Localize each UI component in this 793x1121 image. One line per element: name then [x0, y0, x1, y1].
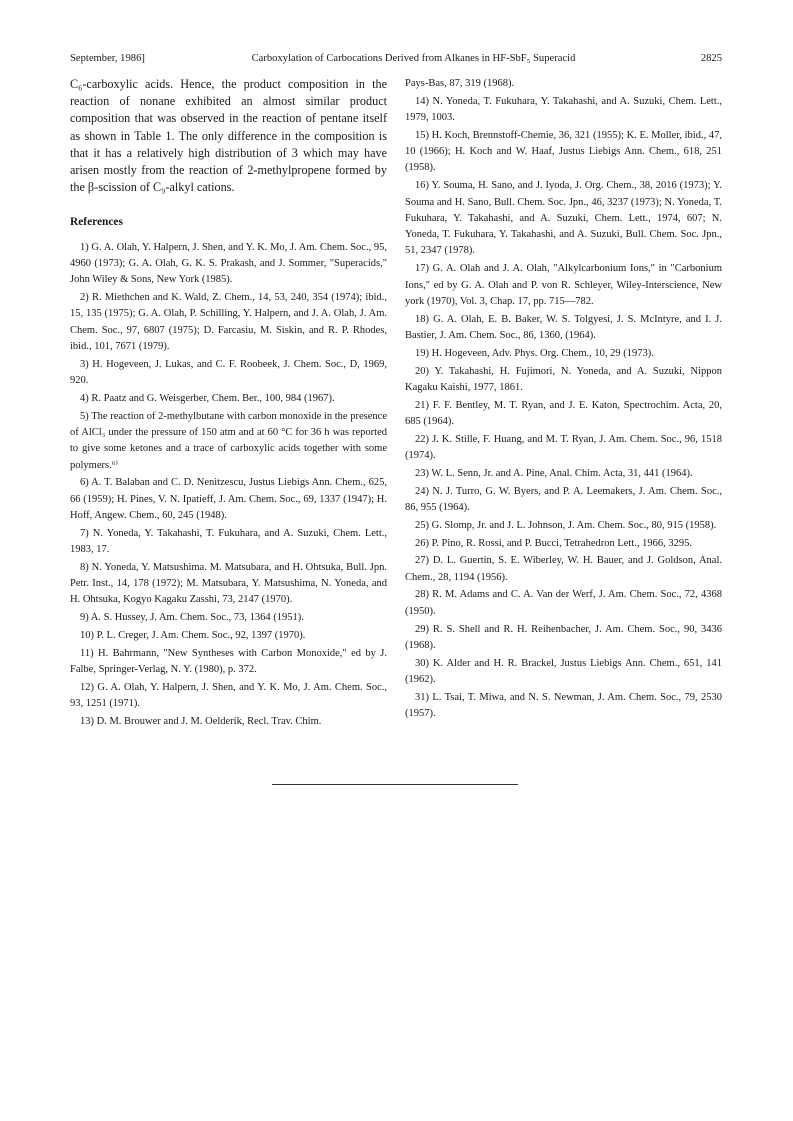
- reference-item: 20) Y. Takahashi, H. Fujimori, N. Yoneda, and A. Suzuki, Nippon Kagaku Kaishi, 1977, 1861.: [405, 365, 722, 393]
- body-paragraph: C₆-carboxylic acids. Hence, the product composition in the reaction of nonane exhibited an almost similar product composition that was observed in the reaction of pentane itself as shown in Table 1. The only difference in the composition is that it has a relatively high distribution of 3 which may have arisen mostly from the reaction of 2-methylpropene formed by the β-scission of C₉-alkyl cations.: [70, 77, 387, 195]
- reference-item: 23) W. L. Senn, Jr. and A. Pine, Anal. Chim. Acta, 31, 441 (1964).: [415, 467, 693, 479]
- header-title: Carboxylation of Carbocations Derived from Alkanes in HF-SbF₅ Superacid: [251, 53, 576, 64]
- reference-item: 10) P. L. Creger, J. Am. Chem. Soc., 92, 1397 (1970).: [80, 630, 306, 642]
- reference-item: 2) R. Miethchen and K. Wald, Z. Chem., 14, 53, 240, 354 (1974); ibid., 15, 135 (1975); G. A. Olah, P. Schilling, Y. Halpern, and J. A. Olah, J. Am. Chem. Soc., 97, 6807 (1975); D. Farcasiu, M. Siskin, and R. P. Rhodes, ibid., 101, 7671 (1979).: [70, 292, 387, 352]
- reference-list-left: [70, 240, 387, 731]
- reference-item: 25) G. Slomp, Jr. and J. L. Johnson, J. Am. Chem. Soc., 80, 915 (1958).: [415, 519, 717, 531]
- reference-item: 6) A. T. Balaban and C. D. Nenitzescu, Justus Liebigs Ann. Chem., 625, 66 (1959); H. Pines, V. N. Ipatieff, J. Am. Chem. Soc., 69, 1337 (1947); H. Hoff, Angew. Chem., 60, 245 (1948).: [70, 477, 387, 521]
- reference-item: 27) D. L. Guertin, S. E. Wiberley, W. H. Bauer, and J. Goldson, Anal. Chem., 28, 1194 (1956).: [405, 555, 722, 583]
- page-number: 2825: [700, 53, 722, 64]
- reference-item: 8) N. Yoneda, Y. Matsushima. M. Matsubara, and H. Ohtsuka, Bull. Jpn. Petr. Inst., 14, 178 (1972); M. Matsubara, Y. Matsushima, N. Yoneda, and H. Ohtsuka, Kogyo Kagaku Zasshi, 73, 2147 (1970).: [70, 561, 387, 606]
- right-column: [405, 76, 722, 724]
- reference-item: 14) N. Yoneda, T. Fukuhara, Y. Takahashi, and A. Suzuki, Chem. Lett., 1979, 1003.: [405, 95, 722, 124]
- reference-item: 7) N. Yoneda, Y. Takahashi, T. Fukuhara, and A. Suzuki, Chem. Lett., 1983, 17.: [70, 527, 387, 556]
- references-heading: References: [70, 216, 123, 229]
- reference-item: 11) H. Bahrmann, "New Syntheses with Carbon Monoxide," ed by J. Falbe, Springer-Verlag, N. Y. (1980), p. 372.: [70, 647, 387, 676]
- left-column: [70, 76, 387, 732]
- reference-item: Pays-Bas, 87, 319 (1968).: [405, 78, 515, 89]
- reference-item: 21) F. F. Bentley, M. T. Ryan, and J. E. Katon, Spectrochim. Acta, 20, 685 (1964).: [405, 399, 722, 427]
- reference-item: 5) The reaction of 2-methylbutane with carbon monoxide in the presence of AlCl₃ under the pressure of 150 atm and at 60 °C for 36 h was reported to give some ketones and a trace of carboxylic acids together with some polymers.⁶⁾: [70, 410, 387, 471]
- reference-item: 17) G. A. Olah and J. A. Olah, "Alkylcarbonium Ions," in "Carbonium Ions," ed by G. A. Olah and P. von R. Schleyer, Wiley-Interscience, New york (1970), Vol. 3, Chap. 17, pp. 715—782.: [405, 263, 722, 307]
- reference-item: 9) A. S. Hussey, J. Am. Chem. Soc., 73, 1364 (1951).: [80, 612, 304, 624]
- reference-item: 1) G. A. Olah, Y. Halpern, J. Shen, and Y. K. Mo, J. Am. Chem. Soc., 95, 4960 (1973); G. A. Olah, G. K. S. Prakash, and J. Sommer, "Superacids," John Wiley & Sons, New York (1985).: [70, 241, 387, 286]
- reference-item: 13) D. M. Brouwer and J. M. Oelderik, Recl. Trav. Chim.: [80, 716, 322, 728]
- end-rule: [272, 784, 518, 785]
- reference-item: 29) R. S. Shell and R. H. Reihenbacher, J. Am. Chem. Soc., 90, 3436 (1968).: [405, 623, 722, 651]
- reference-item: 4) R. Paatz and G. Weisgerber, Chem. Ber., 100, 984 (1967).: [80, 392, 335, 404]
- reference-item: 24) N. J. Turro, G. W. Byers, and P. A. Leemakers, J. Am. Chem. Soc., 86, 955 (1964).: [405, 485, 722, 513]
- reference-item: 15) H. Koch, Brennstoff-Chemie, 36, 321 (1955); K. E. Moller, ibid., 47, 10 (1966); H. Koch and W. Haaf, Justus Liebigs Ann. Chem., 618, 251 (1958).: [405, 129, 722, 174]
- running-header: [70, 53, 722, 69]
- reference-item: 30) K. Alder and H. R. Brackel, Justus Liebigs Ann. Chem., 651, 141 (1962).: [405, 657, 722, 685]
- reference-item: 3) H. Hogeveen, J. Lukas, and C. F. Roobeek, J. Chem. Soc., D, 1969, 920.: [70, 358, 387, 387]
- reference-item: 12) G. A. Olah, Y. Halpern, J. Shen, and Y. K. Mo, J. Am. Chem. Soc., 93, 1251 (1971).: [70, 681, 387, 710]
- reference-item: 16) Y. Souma, H. Sano, and J. Iyoda, J. Org. Chem., 38, 2016 (1973); Y. Souma and H. Sano, Bull. Chem. Soc. Jpn., 46, 3237 (1973); N. Yoneda, T. Fukuhara, Y. Takahashi, and A. Suzuki, Chem. Lett., 1974, 607; N. Yoneda, T. Fukuhara, Y. Takahashi, and A. Suzuki, Bull. Chem. Soc. Jpn., 51, 2347 (1978).: [405, 180, 722, 257]
- reference-item: 22) J. K. Stille, F. Huang, and M. T. Ryan, J. Am. Chem. Soc., 96, 1518 (1974).: [405, 433, 722, 462]
- reference-item: 26) P. Pino, R. Rossi, and P. Bucci, Tetrahedron Lett., 1966, 3295.: [415, 537, 693, 549]
- reference-item: 18) G. A. Olah, E. B. Baker, W. S. Tolgyesi, J. S. McIntyre, and I. J. Bastier, J. Am. Chem. Soc., 86, 1360, (1964).: [405, 313, 722, 341]
- header-date: September, 1986]: [70, 53, 145, 64]
- reference-item: 31) L. Tsai, T. Miwa, and N. S. Newman, J. Am. Chem. Soc., 79, 2530 (1957).: [405, 691, 722, 719]
- reference-item: 28) R. M. Adams and C. A. Van der Werf, J. Am. Chem. Soc., 72, 4368 (1950).: [405, 589, 722, 617]
- reference-item: 19) H. Hogeveen, Adv. Phys. Org. Chem., 10, 29 (1973).: [415, 347, 654, 359]
- reference-list-right: [405, 76, 722, 722]
